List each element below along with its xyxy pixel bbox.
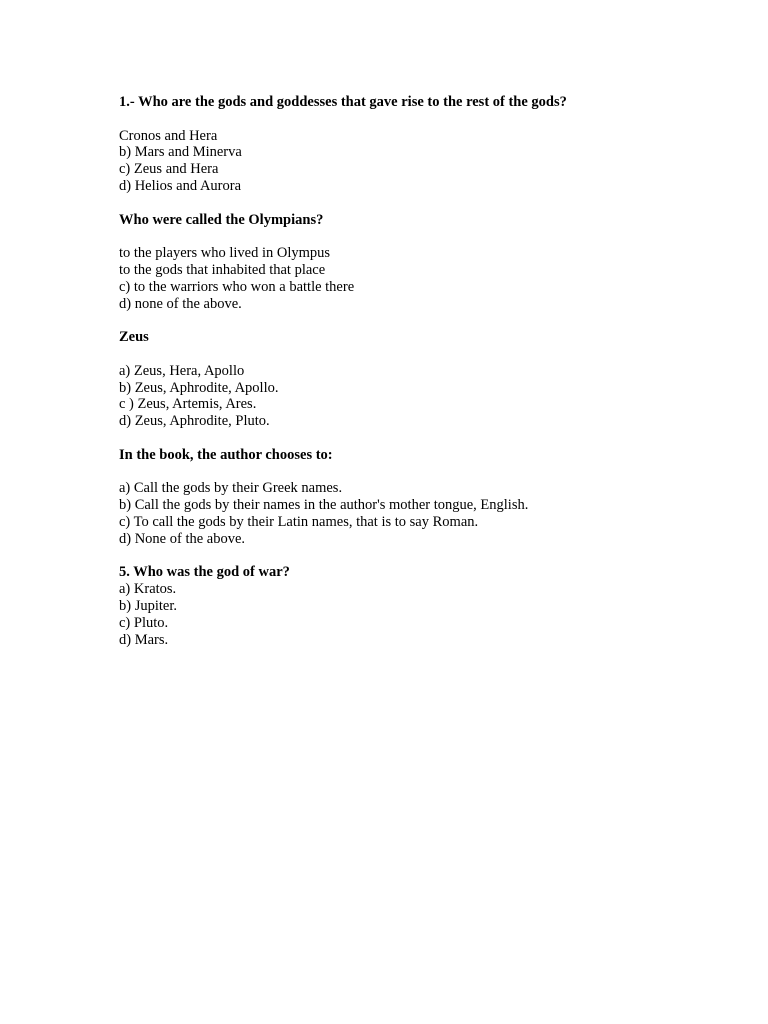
question-4-options: [119, 480, 739, 547]
option: d) Zeus, Aphrodite, Pluto.: [119, 413, 270, 430]
spacer: [119, 312, 739, 329]
spacer: [119, 195, 739, 212]
spacer: [119, 548, 739, 565]
question-3-options: [119, 363, 739, 430]
option: b) Jupiter.: [119, 597, 177, 614]
question-5-text: 5. Who was the god of war?: [119, 564, 290, 581]
question-block-2: [119, 212, 739, 313]
spacer: [119, 111, 739, 128]
option: b) Mars and Minerva: [119, 144, 242, 161]
option: d) Mars.: [119, 631, 169, 648]
option: c) to the warriors who won a battle there: [119, 278, 355, 295]
question-1-text: 1.- Who are the gods and goddesses that gave rise to the rest of the gods?: [119, 94, 567, 110]
spacer: [119, 430, 739, 447]
option: d) none of the above.: [119, 295, 242, 312]
option: c ) Zeus, Artemis, Ares.: [119, 396, 257, 413]
option: a) Zeus, Hera, Apollo: [119, 362, 245, 379]
option: to the gods that inhabited that place: [119, 261, 326, 278]
question-1-options: [119, 128, 739, 195]
option: d) None of the above.: [119, 530, 246, 547]
question-block-3: [119, 329, 739, 430]
question-2-options: [119, 245, 739, 312]
question-block-5: [119, 564, 739, 648]
question-4-text: In the book, the author chooses to:: [119, 446, 333, 463]
question-block-4: [119, 447, 739, 548]
option: c) Pluto.: [119, 614, 169, 631]
option: to the players who lived in Olympus: [119, 245, 331, 262]
question-3-text: Zeus: [119, 329, 149, 346]
quiz-document: [119, 94, 739, 648]
option: c) To call the gods by their Latin names, that is to say Roman.: [119, 513, 479, 530]
question-2-text: Who were called the Olympians?: [119, 211, 324, 228]
option: Cronos and Hera: [119, 127, 218, 144]
spacer: [119, 346, 739, 363]
option: a) Call the gods by their Greek names.: [119, 480, 343, 497]
question-block-1: [119, 94, 739, 195]
spacer: [119, 464, 739, 481]
option: c) Zeus and Hera: [119, 161, 219, 178]
option: b) Zeus, Aphrodite, Apollo.: [119, 379, 279, 396]
option: a) Kratos.: [119, 581, 177, 598]
question-5-options: [119, 581, 739, 648]
spacer: [119, 228, 739, 245]
option: d) Helios and Aurora: [119, 177, 242, 194]
option: b) Call the gods by their names in the author's mother tongue, English.: [119, 497, 529, 514]
